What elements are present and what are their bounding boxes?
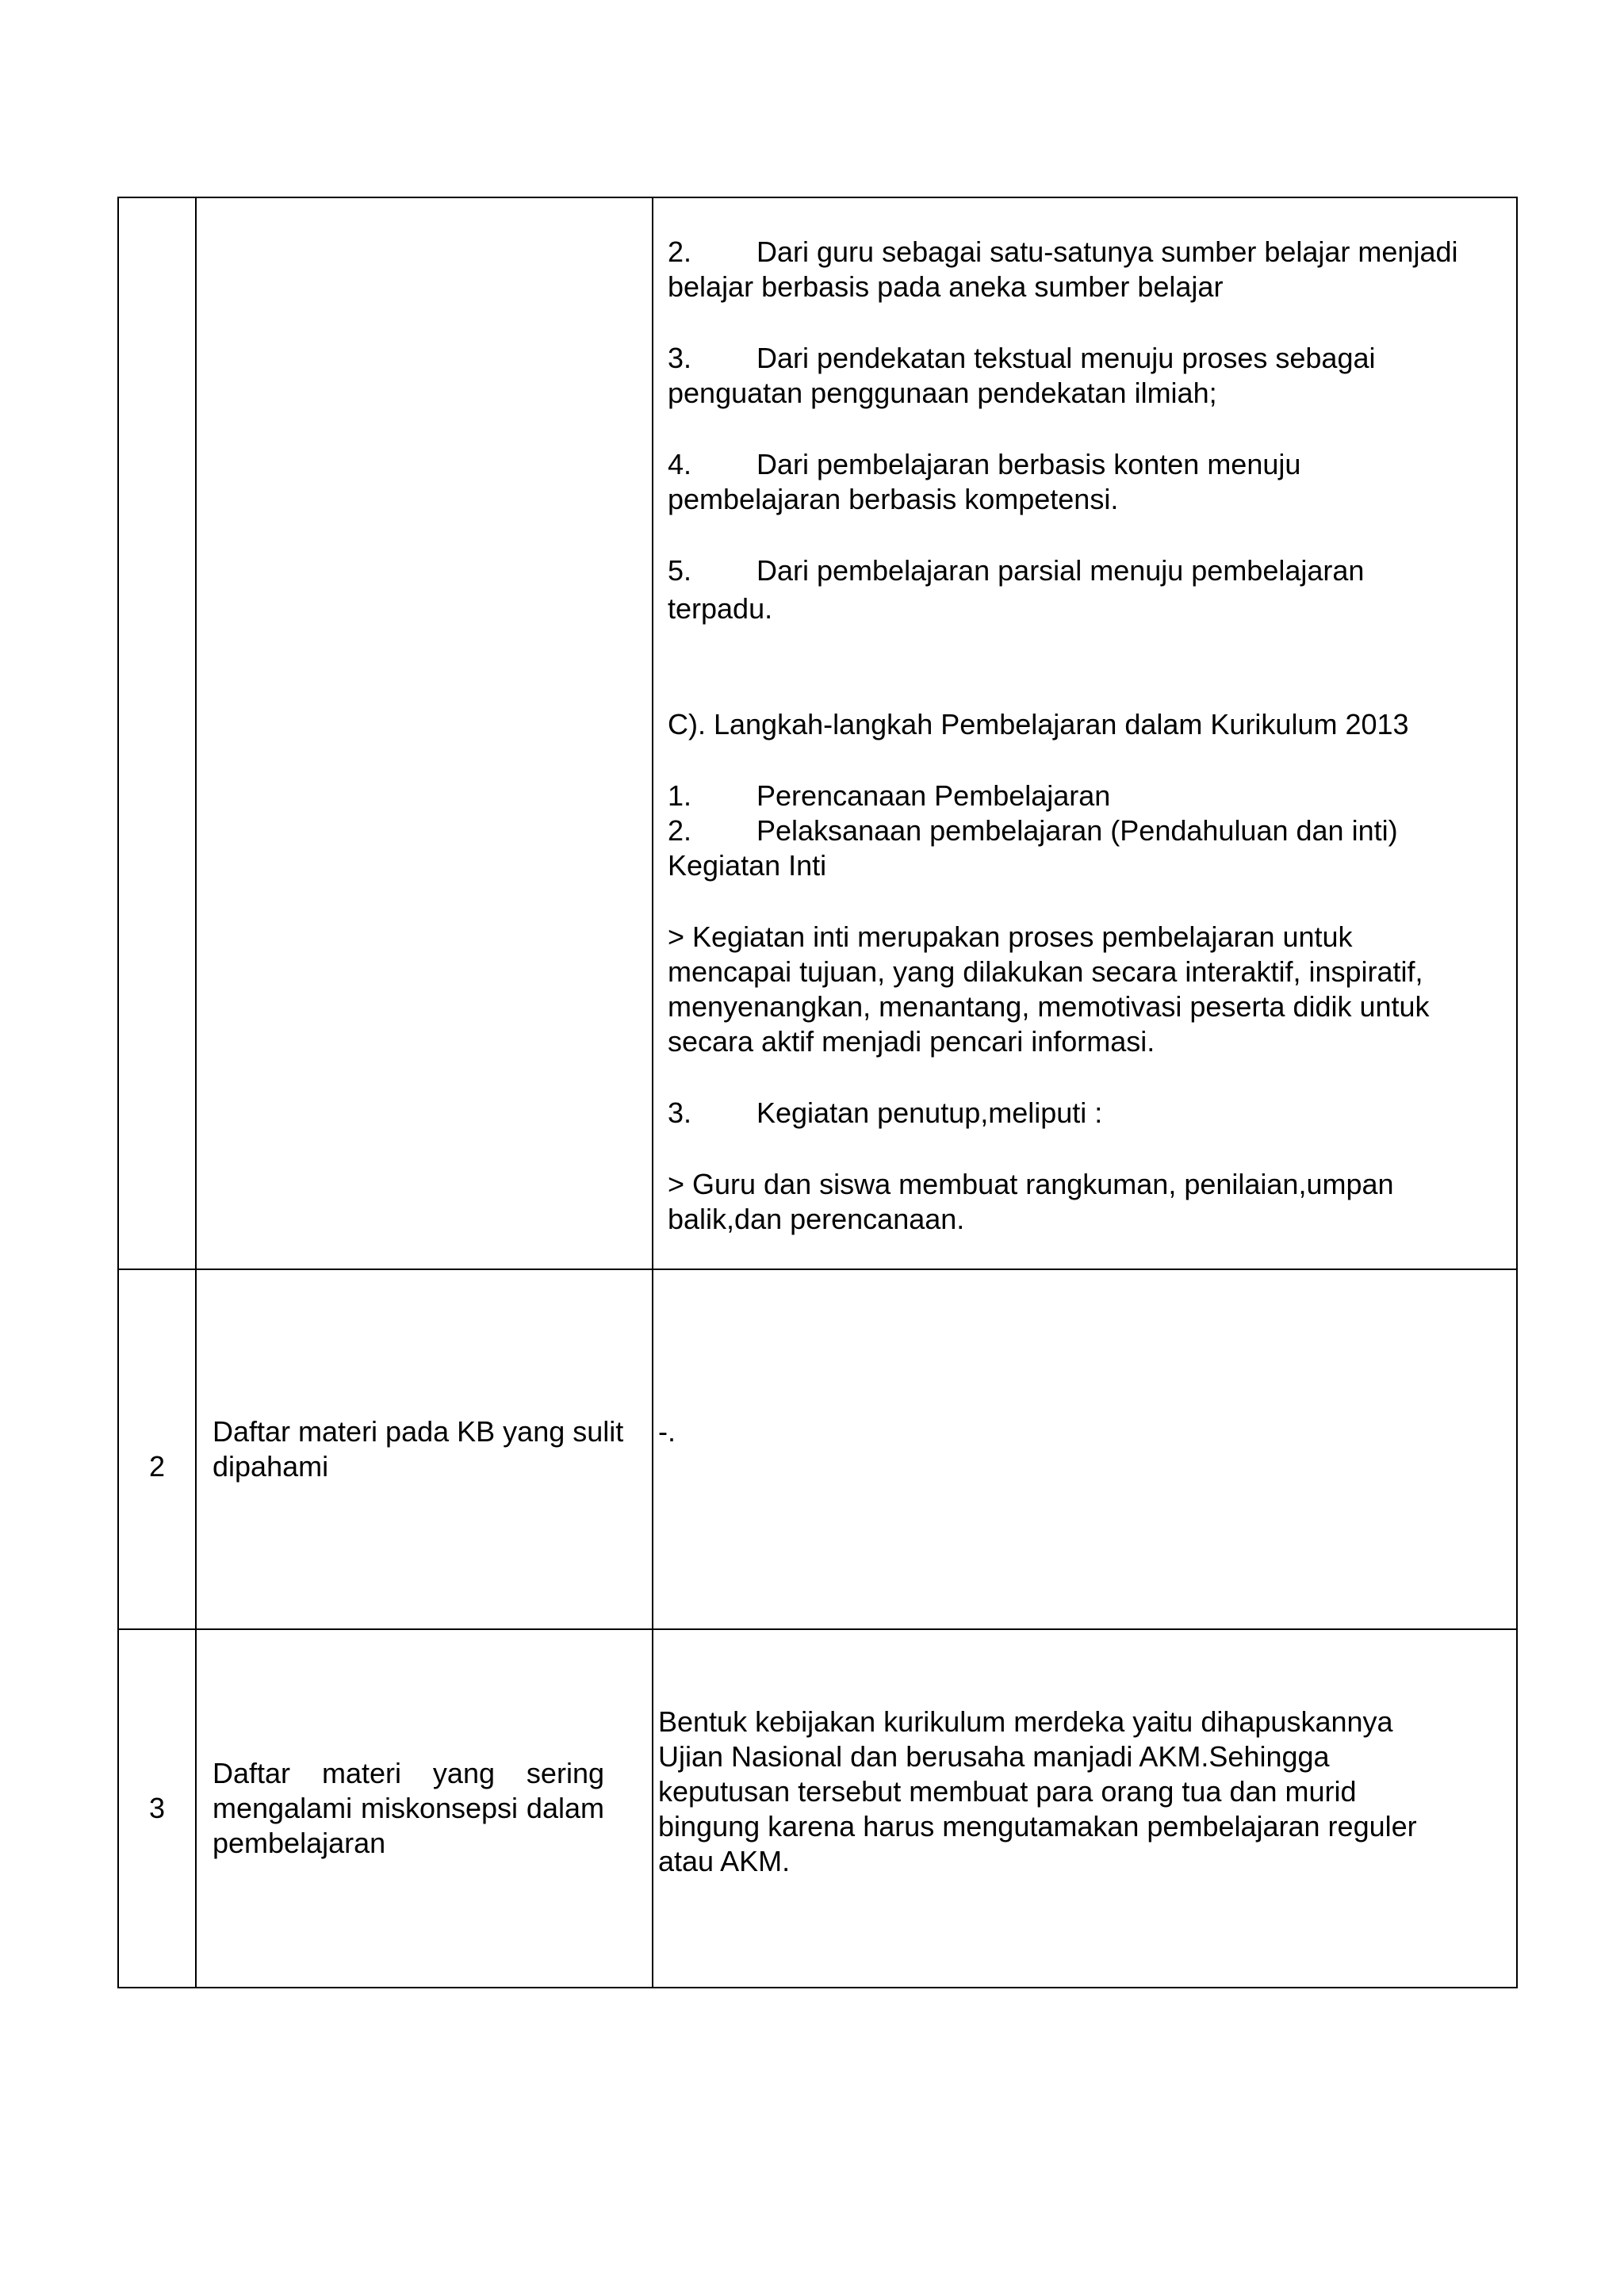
- list-item: [668, 813, 1499, 848]
- item-number: 4.: [668, 448, 692, 480]
- row-number: 3: [148, 1792, 166, 1824]
- table-row: [118, 1269, 1517, 1629]
- table-row: [118, 197, 1517, 1269]
- item-number: 5.: [668, 554, 692, 587]
- row1-content-cell: [653, 197, 1517, 1269]
- item-text-continued: terpadu.: [668, 592, 773, 625]
- list-item: [668, 341, 1499, 411]
- step-number: 1.: [668, 779, 692, 812]
- row1-label-cell: [196, 197, 653, 1269]
- list-item: [668, 779, 1499, 813]
- penutup-description: > Guru dan siswa membuat rangkuman, penilaian,umpan balik,dan perencanaan.: [668, 1168, 1394, 1235]
- reflection-table: [117, 197, 1518, 1988]
- item-text: Dari pembelajaran berbasis konten menuju: [756, 448, 1301, 480]
- step-text: Kegiatan penutup,meliputi :: [756, 1096, 1103, 1129]
- row3-label-cell: [196, 1629, 653, 1988]
- row2-number-cell: [118, 1269, 196, 1629]
- row-answer: -.: [658, 1415, 676, 1448]
- step-text: Perencanaan Pembelajaran: [756, 779, 1111, 812]
- step-text: Pelaksanaan pembelajaran (Pendahuluan dan inti): [756, 814, 1398, 847]
- section-heading: C). Langkah-langkah Pembelajaran dalam Kurikulum 2013: [668, 708, 1409, 740]
- kegiatan-inti-label: Kegiatan Inti: [668, 849, 827, 882]
- item-text-continued: pembelajaran berbasis kompetensi.: [668, 483, 1119, 515]
- row3-answer-cell: [653, 1629, 1517, 1988]
- item-number: 3.: [668, 342, 692, 374]
- list-item: [668, 553, 1499, 626]
- step-number: 3.: [668, 1096, 692, 1129]
- row2-answer-cell: [653, 1269, 1517, 1629]
- row-number: 2: [148, 1450, 166, 1483]
- row3-number-cell: [118, 1629, 196, 1988]
- row-label: Daftar materi yang sering mengalami miskonsepsi dalam pembelajaran: [213, 1757, 604, 1859]
- row-answer: Bentuk kebijakan kurikulum merdeka yaitu dihapuskannya Ujian Nasional dan berusaha manjadi AKM.Sehingga keputusan tersebut membuat para orang tua dan murid bingung karena harus mengutamakan pembelajaran reguler atau AKM.: [658, 1705, 1417, 1877]
- item-number: 2.: [668, 235, 692, 268]
- item-text-continued: belajar berbasis pada aneka sumber belajar: [668, 270, 1224, 303]
- kegiatan-inti-description: > Kegiatan inti merupakan proses pembelajaran untuk mencapai tujuan, yang dilakukan secara interaktif, inspiratif, menyenangkan, menantang, memotivasi peserta didik untuk secara aktif menjadi pencari informasi.: [668, 920, 1430, 1058]
- item-text: Dari pembelajaran parsial menuju pembelajaran: [756, 554, 1365, 587]
- item-text: Dari pendekatan tekstual menuju proses sebagai: [756, 342, 1376, 374]
- list-item: [668, 447, 1499, 517]
- item-text-continued: penguatan penggunaan pendekatan ilmiah;: [668, 377, 1217, 409]
- row-label: Daftar materi pada KB yang sulit dipahami: [213, 1415, 624, 1483]
- row1-number-cell: [118, 197, 196, 1269]
- row2-label-cell: [196, 1269, 653, 1629]
- step-number: 2.: [668, 814, 692, 847]
- item-text: Dari guru sebagai satu-satunya sumber belajar menjadi: [756, 235, 1458, 268]
- table-row: [118, 1629, 1517, 1988]
- list-item: [668, 235, 1499, 304]
- list-item: [668, 1096, 1499, 1131]
